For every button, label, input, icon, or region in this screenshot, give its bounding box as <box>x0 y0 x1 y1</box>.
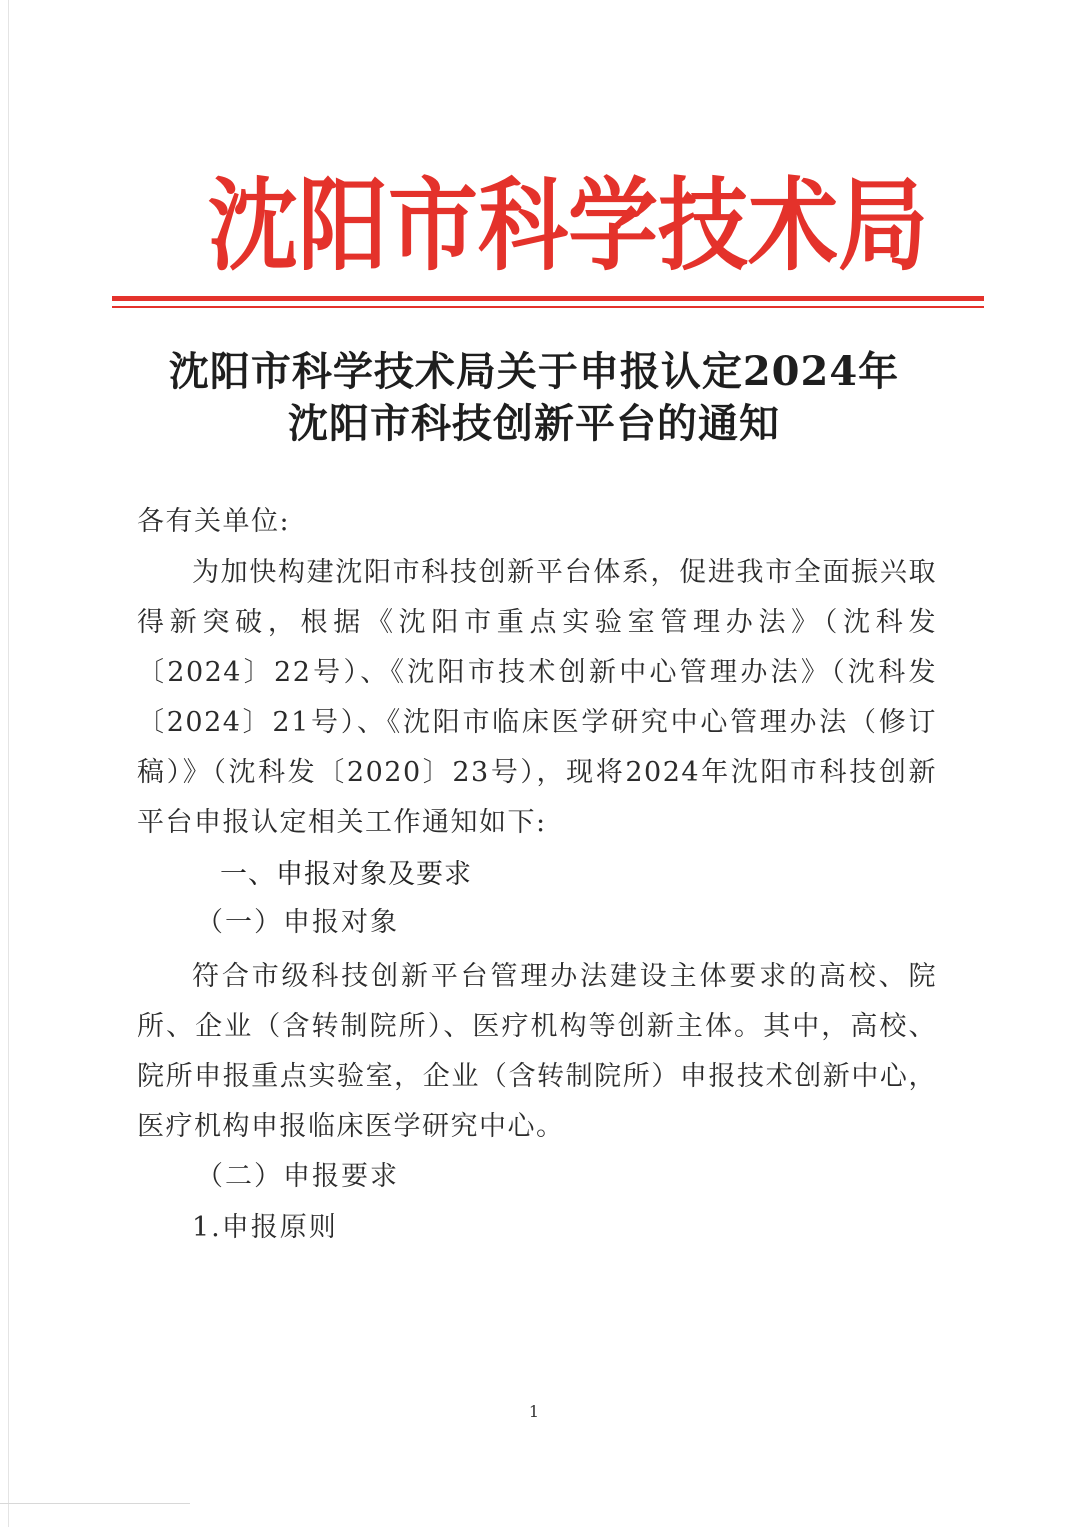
letterhead-char: 技 <box>658 167 748 286</box>
letterhead-char: 市 <box>388 167 478 286</box>
letterhead-char: 阳 <box>298 167 388 286</box>
letterhead-char: 局 <box>838 167 928 286</box>
letterhead-rule-thick <box>112 296 984 301</box>
sub-heading-2: （二）申报要求 <box>196 1161 399 1192</box>
page-bottom-edge <box>0 1503 190 1504</box>
document-title-line-2: 沈阳市科技创新平台的通知 <box>288 400 780 447</box>
sub-heading-1: （一）申报对象 <box>196 907 399 938</box>
intro-paragraph: 为加快构建沈阳市科技创新平台体系，促进我市全面振兴取得新突破，根据《沈阳市重点实验室管理办法》（沈科发〔2024〕22号）、《沈阳市技术创新中心管理办法》（沈科发〔2024〕21号）、《沈阳市临床医学研究中心管理办法（修订稿）》（沈科发〔2020〕23号），现将2024年沈阳市科技创新平台申报认定相关工作通知如下: <box>137 557 937 838</box>
document-title-line-1: 沈阳市科学技术局关于申报认定2024年 <box>168 348 900 395</box>
letterhead-char: 术 <box>748 167 838 286</box>
letterhead-rule-thin <box>112 306 984 308</box>
letterhead-char: 科 <box>478 167 568 286</box>
letterhead-char: 学 <box>568 167 658 286</box>
letterhead-title <box>112 167 984 286</box>
section-heading-1: 一、申报对象及要求 <box>220 859 472 890</box>
salutation: 各有关单位: <box>137 506 291 537</box>
letterhead-char: 沈 <box>208 167 298 286</box>
applicant-paragraph: 符合市级科技创新平台管理办法建设主体要求的高校、院所、企业（含转制院所）、医疗机构等创新主体。其中，高校、院所申报重点实验室，企业（含转制院所）申报技术创新中心，医疗机构申报临床医学研究中心。 <box>137 961 937 1142</box>
page-number: 1 <box>528 1402 540 1421</box>
list-item-1: 1.申报原则 <box>192 1212 338 1243</box>
page-left-edge <box>8 0 9 1527</box>
